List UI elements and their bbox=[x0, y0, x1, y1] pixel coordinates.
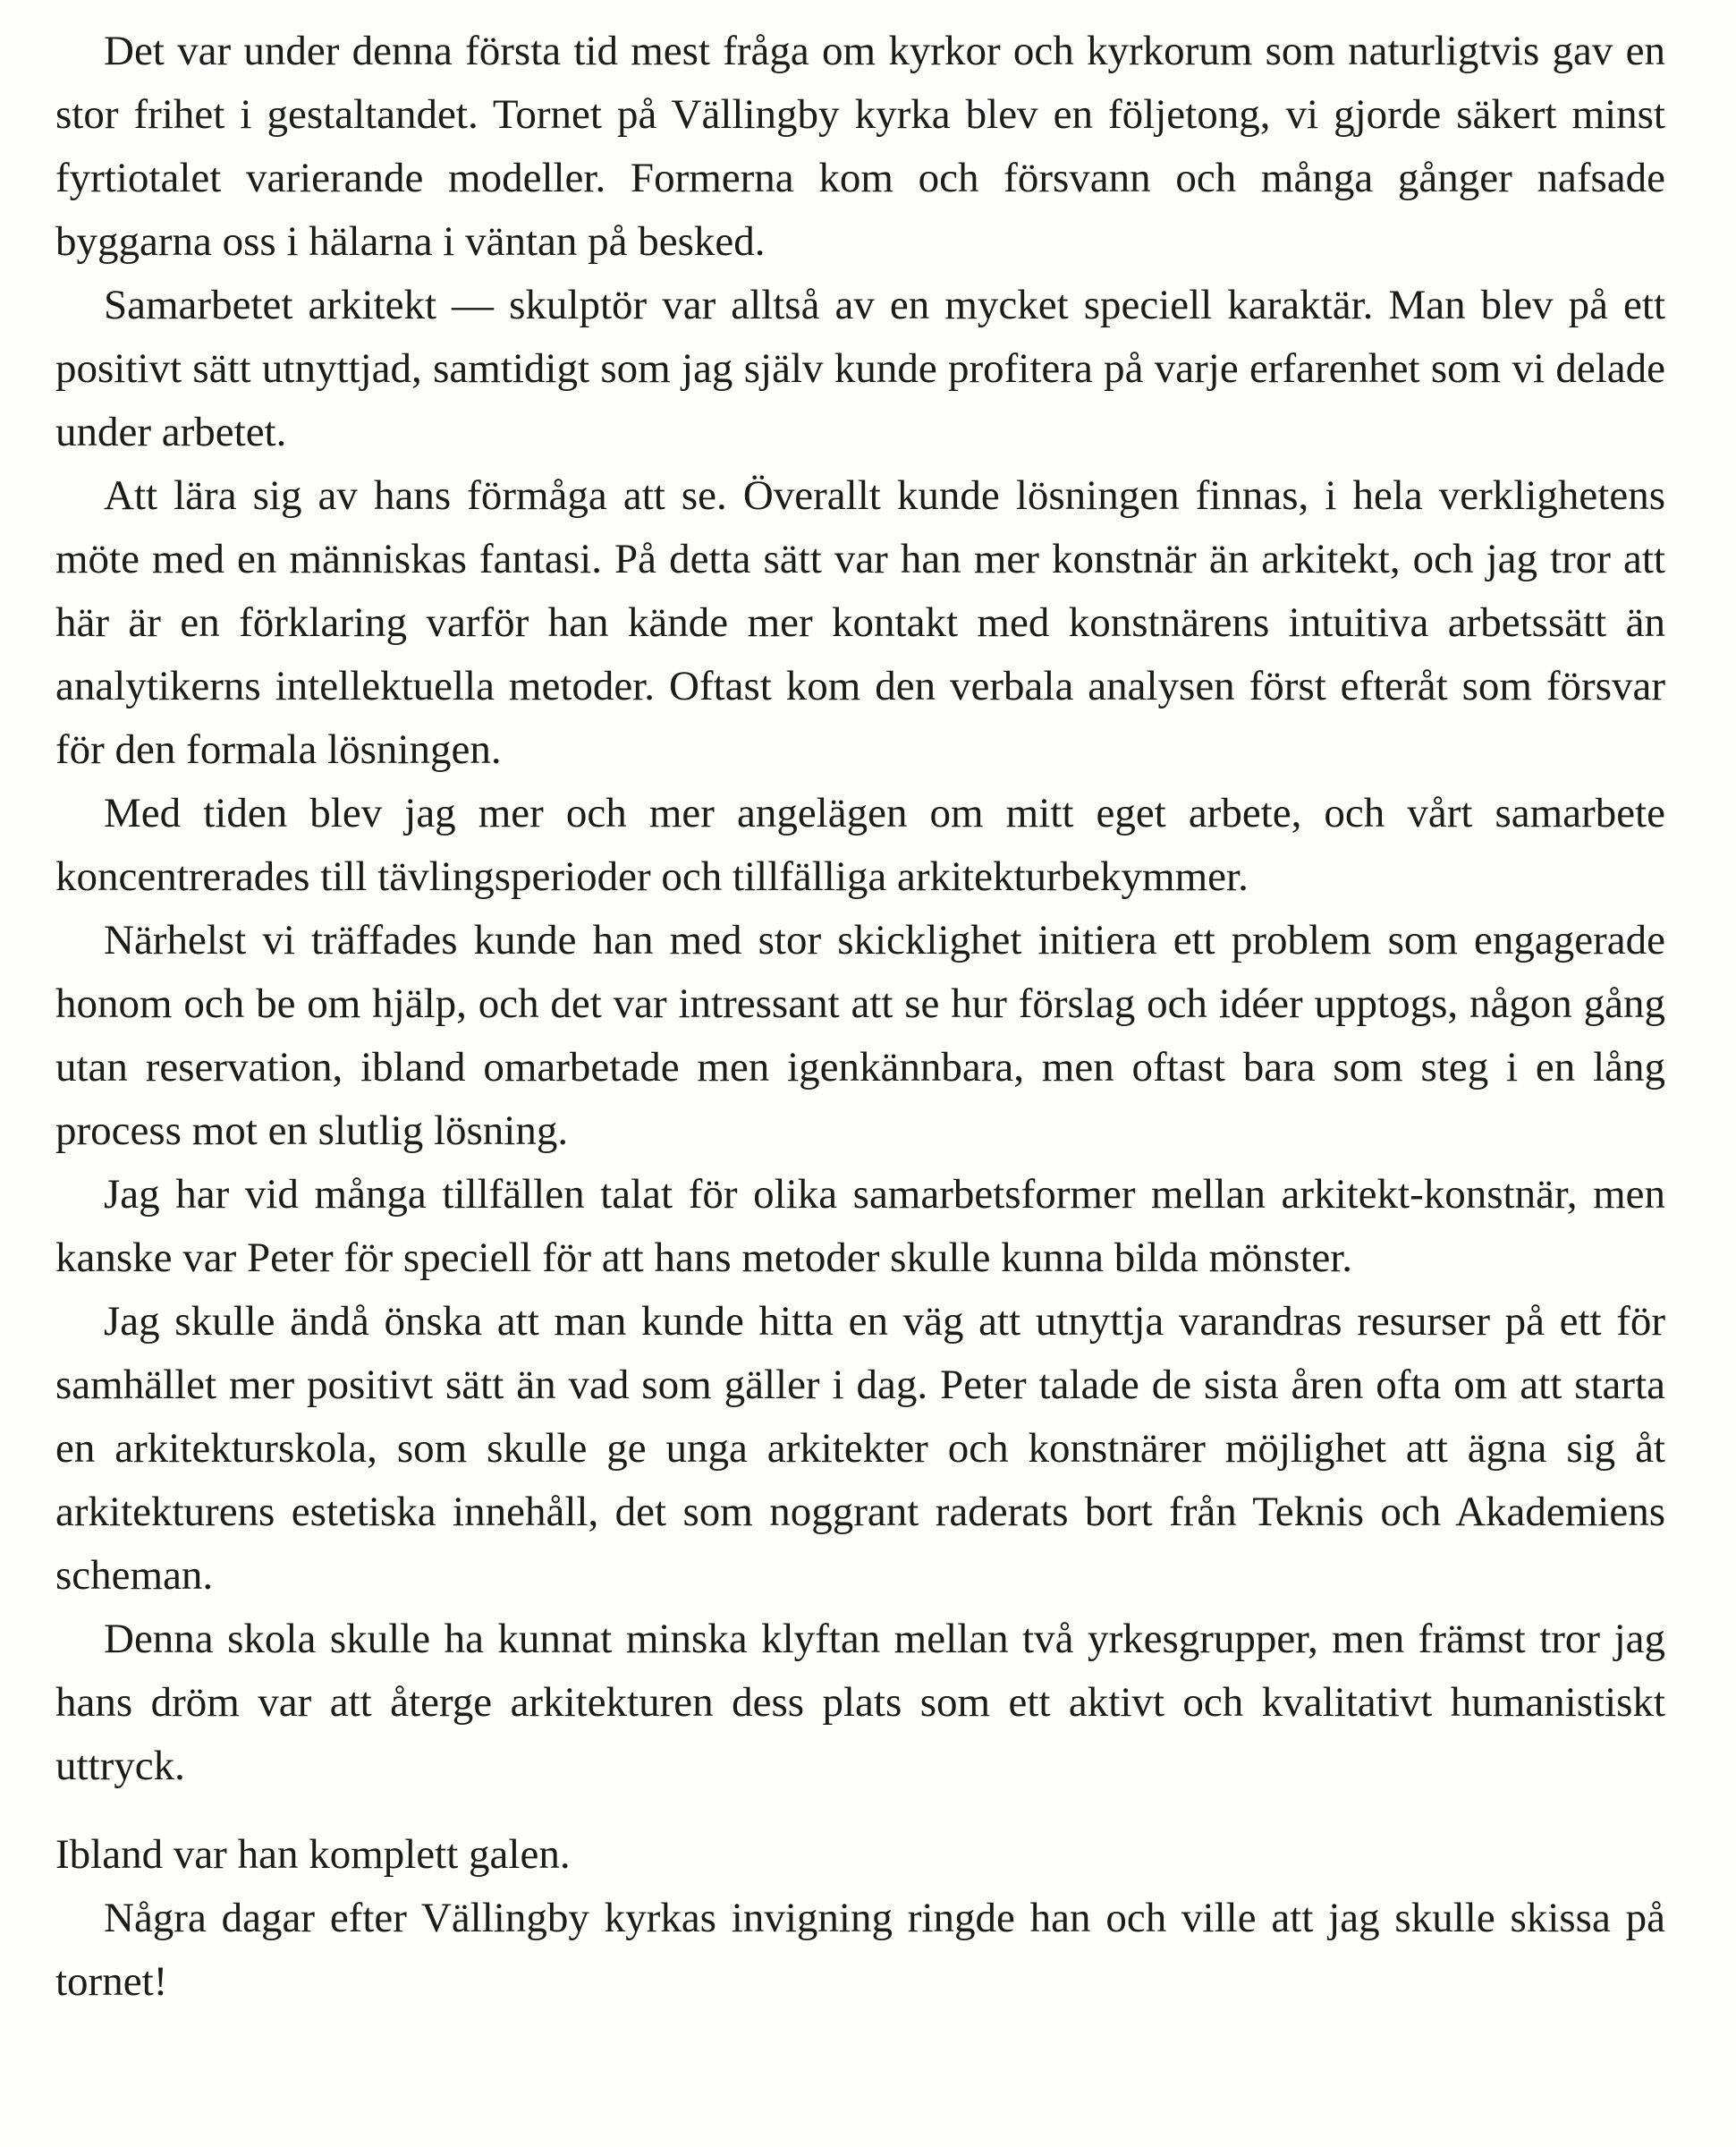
paragraph-5: Närhelst vi träffades kunde han med stor skicklighet initiera ett problem som engagerade honom och be om hjälp, och det var intressant att se hur förslag och idéer upptogs, någon gång utan reservation, ibland omarbetade men igenkännbara, men oftast bara som steg i en lång process mot en slutlig lösning. bbox=[55, 917, 1665, 1154]
paragraph-10: Några dagar efter Vällingby kyrkas invigning ringde han och ville att jag skulle skissa på tornet! bbox=[55, 1895, 1665, 2005]
paragraph-1: Det var under denna första tid mest fråga om kyrkor och kyrkorum som naturligtvis gav en stor frihet i gestaltandet. Tornet på Vällingby kyrka blev en följetong, vi gjorde säkert minst fyrtiotalet varierande modeller. Formerna kom och försvann och många gånger nafsade byggarna oss i hälarna i väntan på besked. bbox=[55, 28, 1665, 265]
paragraph-7: Jag skulle ändå önska att man kunde hitta en väg att utnyttja varandras resurser på ett för samhället mer positivt sätt än vad som gäller i dag. Peter talade de sista åren ofta om att starta en arkitekturskola, som skulle ge unga arkitekter och konstnärer möjlighet att ägna sig åt arkitekturens estetiska innehåll, det som noggrant raderats bort från Teknis och Akademiens scheman. bbox=[55, 1298, 1665, 1599]
paragraph-8: Denna skola skulle ha kunnat minska klyftan mellan två yrkesgrupper, men främst tror jag hans dröm var att återge arkitekturen dess plats som ett aktivt och kvalitativt humanistiskt uttryck. bbox=[55, 1616, 1665, 1789]
paragraph-6: Jag har vid många tillfällen talat för olika samarbetsformer mellan arkitekt-konstnär, men kanske var Peter för speciell för att hans metoder skulle kunna bilda mönster. bbox=[55, 1171, 1665, 1281]
paragraph-4: Med tiden blev jag mer och mer angelägen om mitt eget arbete, och vårt samarbete koncentrerades till tävlingsperioder och tillfälliga arkitekturbekymmer. bbox=[55, 790, 1665, 900]
paragraph-2: Samarbetet arkitekt — skulptör var alltså av en mycket speciell karaktär. Man blev på ett positivt sätt utnyttjad, samtidigt som jag själv kunde profitera på varje erfarenhet som vi delade under arbetet. bbox=[55, 282, 1665, 455]
body-text bbox=[55, 20, 1665, 2014]
paragraph-3: Att lära sig av hans förmåga att se. Överallt kunde lösningen finnas, i hela verklighetens möte med en människas fantasi. På detta sätt var han mer konstnär än arkitekt, och jag tror att här är en förklaring varför han kände mer kontakt med konstnärens intuitiva arbetssätt än analytikerns intellektuella metoder. Oftast kom den verbala analysen först efteråt som försvar för den formala lösningen. bbox=[55, 472, 1665, 773]
paragraph-9: Ibland var han komplett galen. bbox=[55, 1831, 571, 1878]
